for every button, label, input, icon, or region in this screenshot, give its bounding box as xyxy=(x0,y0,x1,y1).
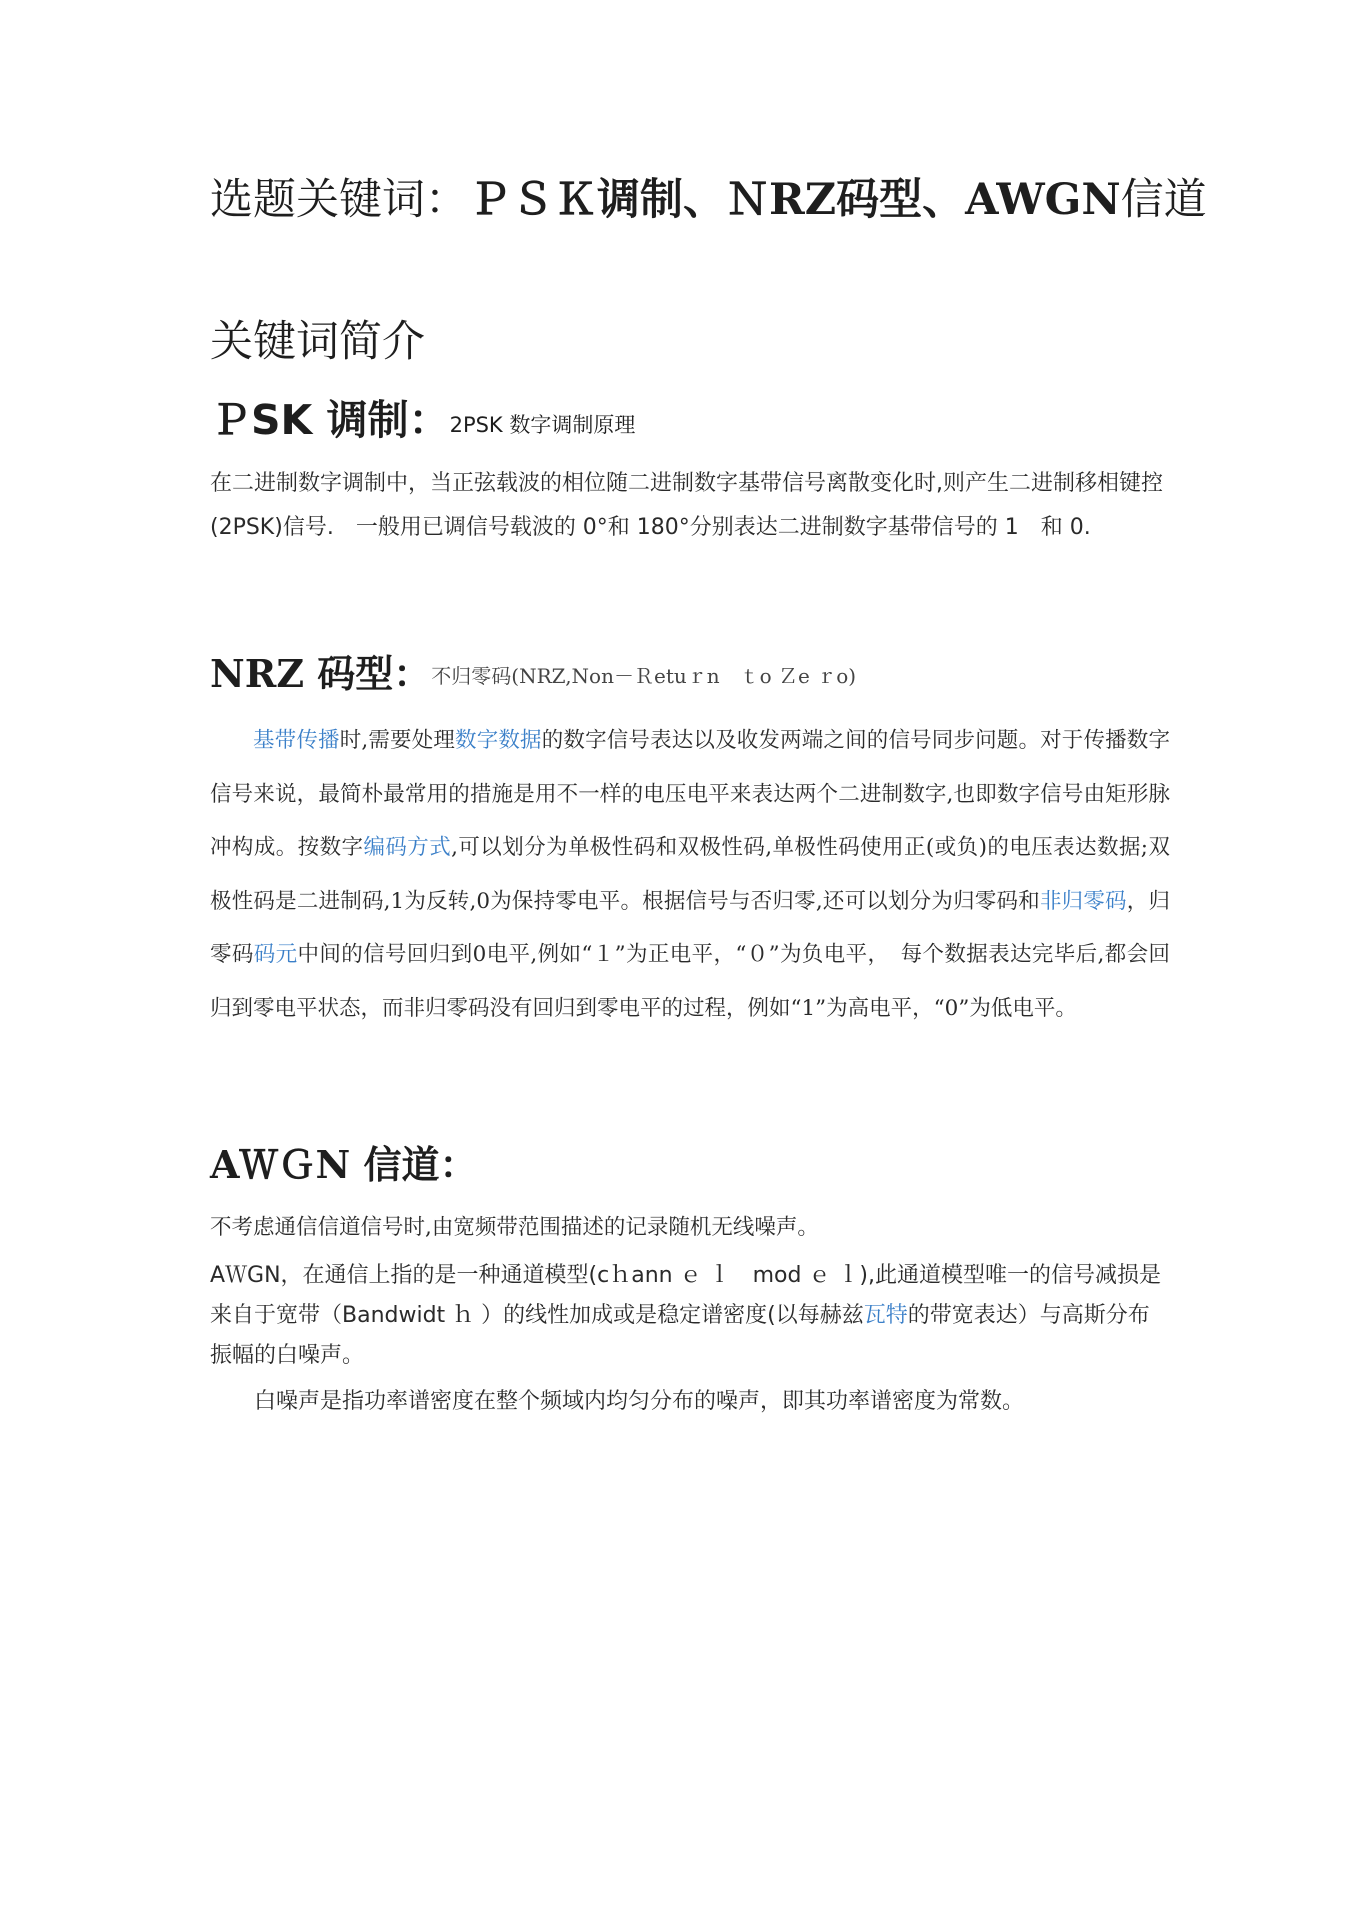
psk-paragraph: 在二进制数字调制中，当正弦载波的相位随二进制数字基带信号离散变化时,则产生二进制移相键控(2PSK)信号. 一般用已调信号载波的 0°和 180°分别表达二进制数字基带信号的 1 和 0. xyxy=(210,471,1163,540)
nrz-subtitle: 不归零码(NRZ,Non－Ｒetuｒn ｔo Ｚe ｒo) xyxy=(431,664,857,688)
link-code-element[interactable]: 码元 xyxy=(253,942,298,967)
title-prefix: 选题关键词： xyxy=(210,175,468,225)
psk-heading xyxy=(210,392,1170,453)
awgn-text-2: 的带宽表达）与高斯分布振幅的白噪声。 xyxy=(210,1303,1150,1368)
white-noise-paragraph: 白噪声是指功率谱密度在整个频域内均匀分布的噪声，即其功率谱密度为常数。 xyxy=(254,1389,1025,1414)
title-keyword-awgn: AWGN xyxy=(965,175,1121,225)
link-watt[interactable]: 瓦特 xyxy=(863,1303,908,1328)
main-title xyxy=(210,170,1207,230)
nrz-text-1: 时,需要处理 xyxy=(339,728,456,753)
nrz-paragraph xyxy=(210,714,1170,1035)
awgn-heading: AＷＧN 信道： xyxy=(210,1142,478,1187)
nrz-heading xyxy=(210,646,1170,704)
intro-heading: 关键词简介 xyxy=(210,317,425,367)
title-keyword-awgn-suffix: 信道 xyxy=(1120,175,1207,225)
awgn-text-1: AＷGN，在通信上指的是一种通道模型(cｈann ｅ ｌ mod ｅ ｌ),此通道模型唯一的信号减损是来自于宽带（Bandwidt ｈ ）的线性加成或是稳定谱密度(以每赫兹 xyxy=(210,1263,1162,1328)
nrz-text-2: 的数字信号表达以及收发两端之间的信号同步问题。对于传播数字信号来说，最简朴最常用的措施是用不一样的电压电平来表达两个二进制数字,也即数字信号由矩形脉冲构成。按数字 xyxy=(210,728,1170,860)
nrz-heading-label: NRZ 码型： xyxy=(210,651,432,696)
nrz-text-4: ，归零码 xyxy=(210,888,1170,967)
psk-heading-label: ＰSK 调制： xyxy=(210,396,450,444)
title-keyword-nrz: ＮRZ xyxy=(726,175,837,225)
nrz-text-5: 中间的信号回归到0电平,例如“１”为正电平，“０”为负电平， 每个数据表达完毕后,都会回归到零电平状态，而非归零码没有回归到零电平的过程，例如“1”为高电平，“0”为低电平。 xyxy=(210,942,1170,1021)
title-keyword-nrz-suffix: 码型、 xyxy=(836,175,966,225)
title-keyword-psk: ＰＳＫ xyxy=(468,175,597,225)
link-encoding-method[interactable]: 编码方式 xyxy=(363,835,452,860)
link-baseband-transmission[interactable]: 基带传播 xyxy=(253,728,340,753)
awgn-paragraph xyxy=(210,1256,1170,1376)
title-keyword-psk-suffix: 调制、 xyxy=(597,175,726,225)
nrz-text-3: ,可以划分为单极性码和双极性码,单极性码使用正(或负)的电压表达数据;双极性码是二进制码,1为反转,0为保持零电平。根据信号与否归零,还可以划分为归零码和 xyxy=(210,835,1170,914)
awgn-definition: 不考虑通信信道信号时,由宽频带范围描述的记录随机无线噪声。 xyxy=(210,1215,819,1240)
link-non-return-to-zero[interactable]: 非归零码 xyxy=(1039,888,1127,914)
link-digital-data[interactable]: 数字数据 xyxy=(455,728,542,753)
psk-subtitle: 2PSK 数字调制原理 xyxy=(449,413,636,437)
